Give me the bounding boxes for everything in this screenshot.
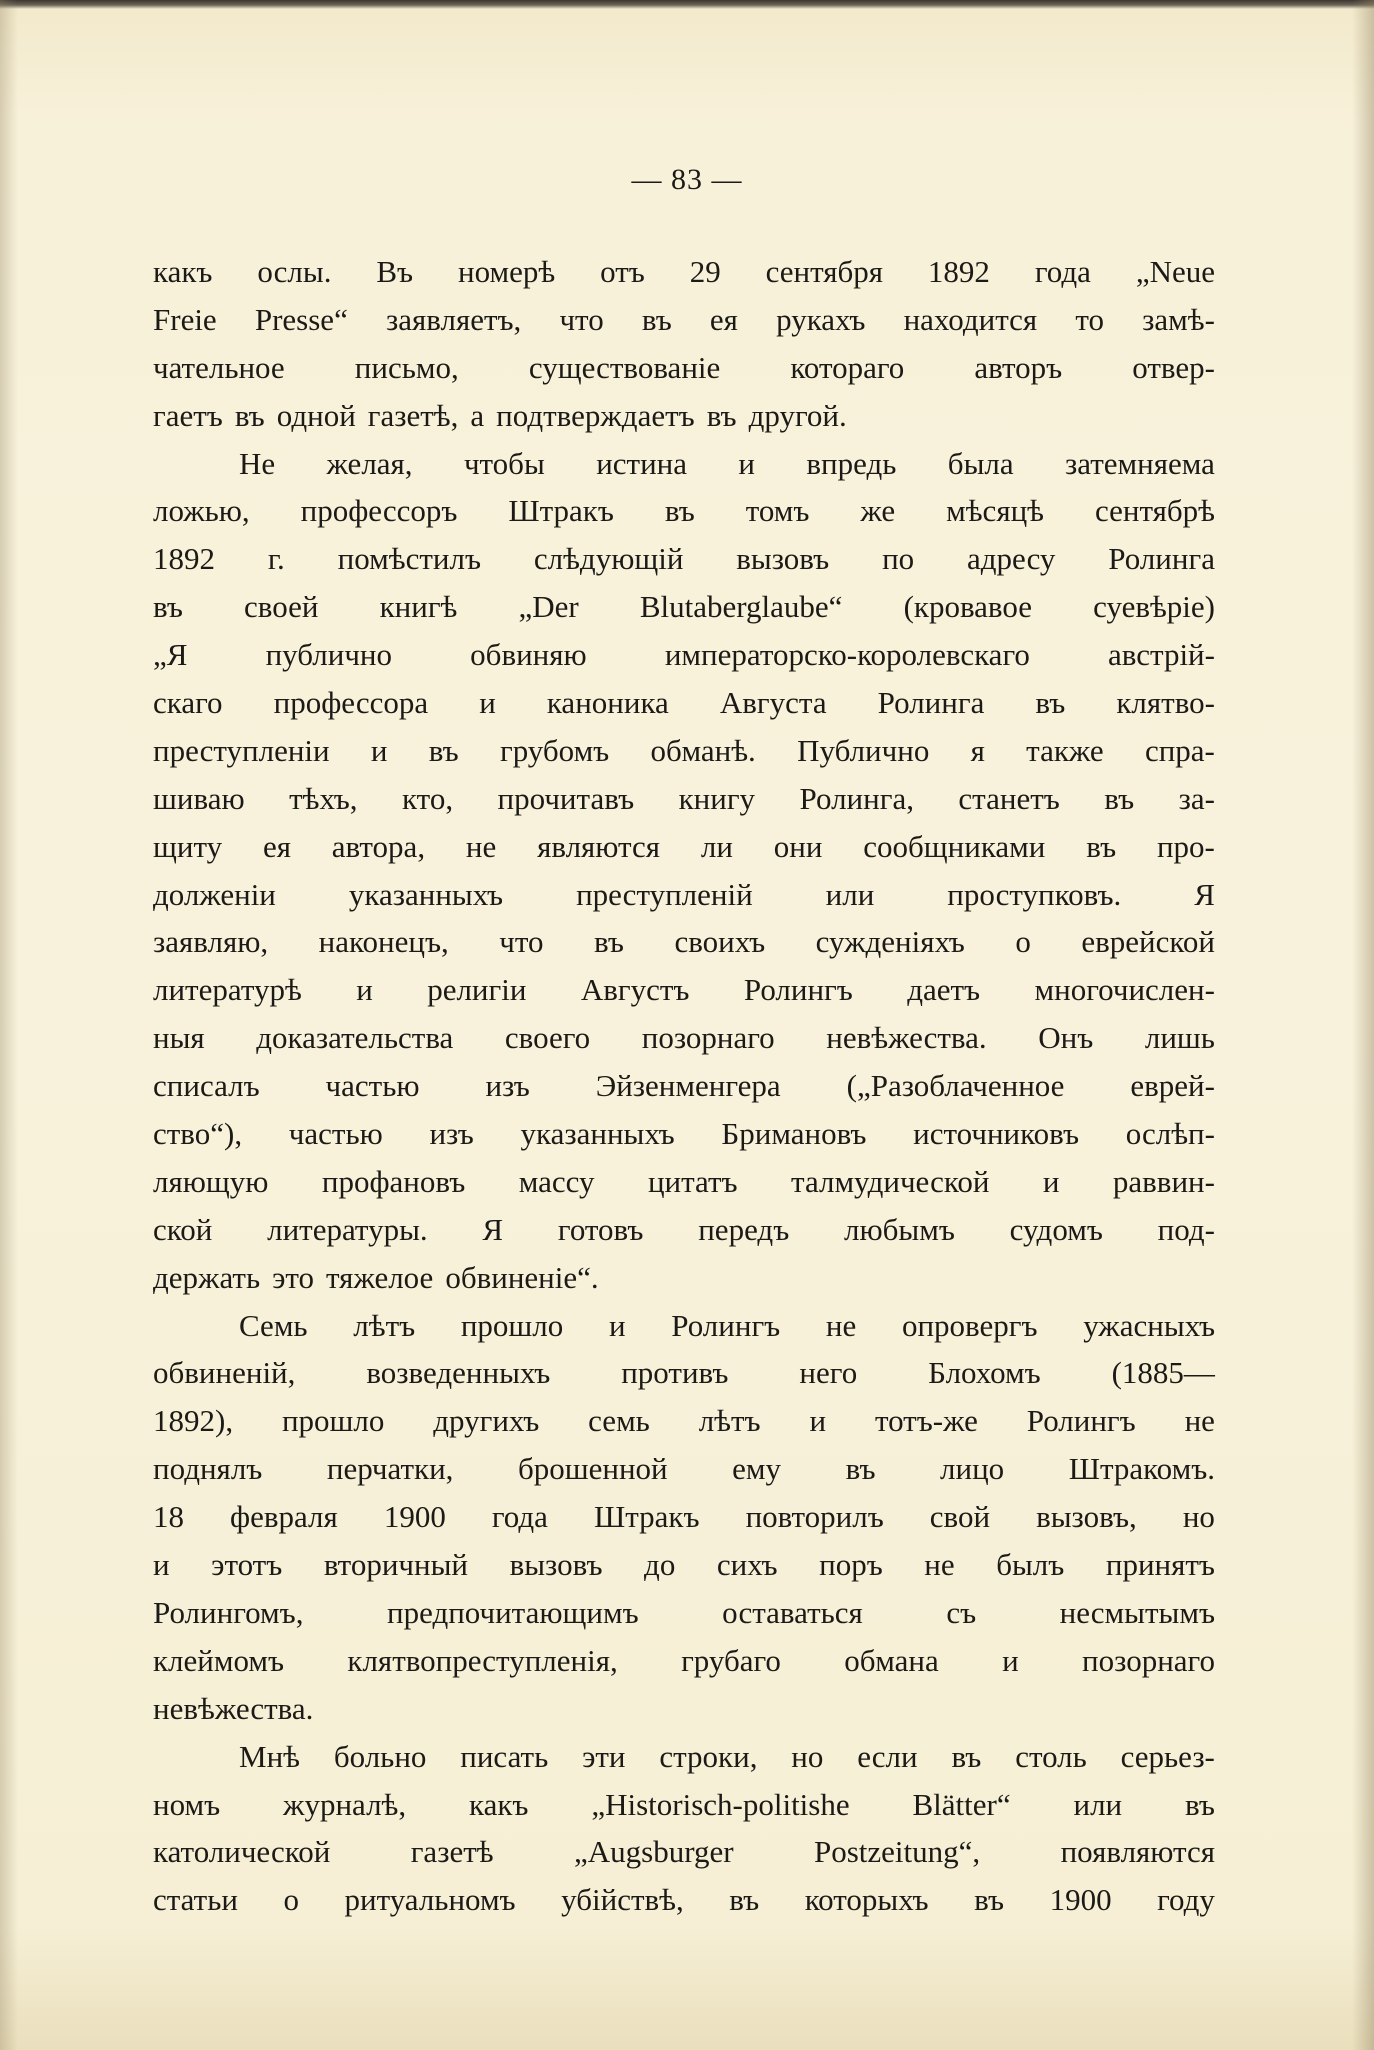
word: Августа <box>719 685 827 721</box>
word: въ <box>951 1738 982 1774</box>
word: Штракомъ. <box>1068 1451 1215 1487</box>
word: по <box>882 541 915 577</box>
word: „Neue <box>1135 254 1215 289</box>
word: книгу <box>678 780 756 816</box>
word: строки, <box>659 1738 758 1774</box>
word: сужденіяхъ <box>815 924 965 960</box>
word: года <box>491 1499 548 1535</box>
word: перчатки, <box>326 1451 454 1487</box>
word: больно <box>333 1738 427 1774</box>
word: но <box>1182 1499 1215 1535</box>
text-line <box>153 535 1215 583</box>
word: газетѣ, <box>367 397 459 433</box>
word: частью <box>288 1116 383 1152</box>
word: что <box>559 301 604 337</box>
word: Онъ <box>1038 1020 1094 1056</box>
word: и <box>1002 1642 1019 1678</box>
word: которыхъ <box>804 1882 929 1918</box>
word: ея <box>709 301 738 337</box>
text-line <box>153 1349 1215 1397</box>
text-line <box>153 583 1215 631</box>
text-line <box>153 1589 1215 1637</box>
word: адресу <box>967 541 1056 577</box>
word: вызовъ, <box>1036 1499 1137 1535</box>
word: свой <box>929 1499 991 1535</box>
word: Мнѣ <box>239 1738 300 1774</box>
word: въ <box>1035 685 1066 721</box>
word: преступленій <box>576 876 753 912</box>
word: обвиненіе“. <box>445 1259 599 1295</box>
word: Штракъ <box>508 493 614 529</box>
word: номерѣ <box>457 254 556 289</box>
word: статьи <box>153 1882 238 1918</box>
text-line <box>153 918 1215 966</box>
word: въ <box>729 1882 760 1918</box>
word: и <box>738 445 756 481</box>
word: и <box>809 1403 827 1439</box>
word: лицо <box>940 1451 1005 1487</box>
word: Ролингъ <box>743 972 853 1008</box>
word: проступковъ. <box>947 876 1122 912</box>
word: кто, <box>402 780 454 816</box>
word: убійствѣ, <box>561 1882 684 1918</box>
word: за- <box>1178 780 1215 816</box>
text-line <box>153 1685 1215 1733</box>
word: существованіе <box>528 349 721 385</box>
word: поднялъ <box>153 1451 263 1487</box>
word: году <box>1157 1882 1215 1918</box>
word: Ролинга, <box>799 780 914 816</box>
word: въ <box>1086 828 1117 864</box>
word: семь <box>588 1403 650 1439</box>
word: источниковъ <box>913 1116 1080 1152</box>
word: сентября <box>765 254 884 289</box>
text-line <box>153 344 1215 392</box>
word: ослѣп- <box>1125 1116 1215 1152</box>
page-right-shadow <box>1352 0 1374 2050</box>
word: какъ <box>469 1786 529 1822</box>
text-line <box>153 1781 1215 1829</box>
word: 1900 <box>1049 1882 1112 1918</box>
word: еврейской <box>1081 924 1215 960</box>
body-text <box>153 248 1215 1924</box>
word: Ролингомъ, <box>153 1594 304 1630</box>
word: столь <box>1015 1738 1087 1774</box>
word: прошло <box>460 1307 564 1343</box>
word: ослы. <box>257 254 332 289</box>
word: Въ <box>376 254 414 289</box>
word: прочитавъ <box>497 780 635 816</box>
word: же <box>860 493 896 529</box>
word: каноника <box>546 685 669 721</box>
word: „Я <box>153 637 188 673</box>
word: не <box>1184 1403 1215 1439</box>
word: о <box>1015 924 1031 960</box>
word: опровергъ <box>901 1307 1038 1343</box>
text-line <box>153 679 1215 727</box>
word: Blutaberglaube“ <box>639 589 843 625</box>
word: клеймомъ <box>153 1642 285 1678</box>
word: до <box>644 1547 676 1583</box>
word: въ <box>1185 1786 1215 1822</box>
word: также <box>1026 732 1104 768</box>
word: многочислен- <box>1034 972 1215 1008</box>
text-line <box>153 1158 1215 1206</box>
word: религіи <box>427 972 527 1008</box>
text-line <box>153 631 1215 679</box>
word: Бримановъ <box>721 1116 867 1152</box>
word: котораго <box>790 349 905 385</box>
word: клятво- <box>1116 685 1215 721</box>
word: передъ <box>698 1211 790 1247</box>
word: рукахъ <box>776 301 866 337</box>
word: предпочитающимъ <box>387 1594 639 1630</box>
word: любымъ <box>844 1211 955 1247</box>
paragraph-first-line <box>153 1302 1215 1350</box>
word: чательное <box>153 349 285 385</box>
text-line <box>153 1254 1215 1302</box>
word: это <box>272 1259 315 1295</box>
word: гаетъ <box>153 397 223 433</box>
word: 1892 <box>153 541 215 577</box>
word: автора, <box>331 828 426 864</box>
word: Эйзенменгера <box>595 1068 781 1104</box>
word: но <box>791 1738 824 1774</box>
word: тѣхъ, <box>289 780 358 816</box>
word: другихъ <box>433 1403 540 1439</box>
word: профессоръ <box>300 493 458 529</box>
word: обвиненій, <box>153 1355 296 1391</box>
word: Я <box>482 1211 504 1247</box>
word: раввин- <box>1112 1163 1215 1199</box>
word: Blätter“ <box>912 1786 1011 1822</box>
scan-top-edge <box>0 0 1374 9</box>
word: отвер- <box>1132 349 1215 385</box>
word: съ <box>946 1594 977 1630</box>
word: Семь <box>239 1307 308 1343</box>
word: долженіи <box>153 876 276 912</box>
word: или <box>1073 1786 1123 1822</box>
word: они <box>773 828 823 864</box>
word: ли <box>700 828 733 864</box>
word: ложью, <box>153 493 250 529</box>
word: впредь <box>806 445 897 481</box>
word: Postzeitung“, <box>813 1834 981 1870</box>
word: грубаго <box>681 1642 781 1678</box>
word: Freie <box>153 301 217 337</box>
word: писать <box>460 1738 549 1774</box>
word: то <box>1075 301 1104 337</box>
word: профановъ <box>321 1163 466 1199</box>
word: австрій- <box>1108 637 1215 673</box>
word: указанныхъ <box>520 1116 675 1152</box>
text-line <box>153 1493 1215 1541</box>
word: несмытымъ <box>1059 1594 1215 1630</box>
word: года <box>1034 254 1091 289</box>
text-line <box>153 1110 1215 1158</box>
text-line <box>153 248 1215 296</box>
word: изъ <box>485 1068 530 1104</box>
word: 1892), <box>153 1403 234 1439</box>
word: Ролингъ <box>1026 1403 1136 1439</box>
text-line <box>153 1828 1215 1876</box>
word: въ <box>706 397 737 433</box>
word: въ <box>845 1451 876 1487</box>
word: невѣжества. <box>153 1690 314 1726</box>
word: и <box>370 732 388 768</box>
word: изъ <box>429 1116 474 1152</box>
text-line <box>153 1876 1215 1924</box>
word: являются <box>537 828 661 864</box>
word: поръ <box>819 1547 883 1583</box>
word: даетъ <box>907 972 981 1008</box>
word: лѣтъ <box>353 1307 416 1343</box>
word: 1900 <box>383 1499 446 1535</box>
text-line <box>153 1206 1215 1254</box>
word: ской <box>153 1211 213 1247</box>
word: обмана <box>844 1642 939 1678</box>
word: судомъ <box>1009 1211 1103 1247</box>
word: замѣ- <box>1142 301 1215 337</box>
word: тяжелое <box>326 1259 434 1295</box>
word: щиту <box>153 828 223 864</box>
word: католической <box>153 1834 331 1870</box>
word: помѣстилъ <box>337 541 482 577</box>
word: „Der <box>518 589 579 625</box>
word: (1885— <box>1111 1355 1215 1391</box>
word: позорнаго <box>1082 1642 1215 1678</box>
text-line <box>153 775 1215 823</box>
text-line <box>153 392 1215 440</box>
word: подтверждаетъ <box>496 397 695 433</box>
word: публично <box>265 637 393 673</box>
word: газетѣ <box>410 1834 494 1870</box>
word: литературѣ <box>153 972 302 1008</box>
word: Блохомъ <box>928 1355 1041 1391</box>
word: одной <box>276 397 356 433</box>
word: не <box>825 1307 857 1343</box>
word: этотъ <box>211 1547 283 1583</box>
word: вторичный <box>323 1547 469 1583</box>
word: ляющую <box>153 1163 269 1199</box>
word: про- <box>1156 828 1215 864</box>
word: позорнаго <box>641 1020 775 1056</box>
word: вызовъ <box>509 1547 603 1583</box>
paragraph-first-line <box>153 440 1215 488</box>
word: лишь <box>1144 1020 1215 1056</box>
word: преступленіи <box>153 732 330 768</box>
word: указанныхъ <box>348 876 504 912</box>
text-line <box>153 1014 1215 1062</box>
text-line <box>153 1445 1215 1493</box>
word: массу <box>518 1163 595 1199</box>
word: 18 <box>153 1499 184 1535</box>
word: повторилъ <box>745 1499 884 1535</box>
word: Я <box>1194 876 1215 912</box>
word: суевѣріе) <box>1093 589 1215 625</box>
word: „Augsburger <box>574 1834 734 1870</box>
word: станетъ <box>958 780 1060 816</box>
word: что <box>499 924 544 960</box>
word: профессора <box>273 685 429 721</box>
word: письмо, <box>354 349 459 385</box>
word: принятъ <box>1105 1547 1215 1583</box>
word: под- <box>1157 1211 1215 1247</box>
word: прошло <box>281 1403 385 1439</box>
word: своего <box>504 1020 591 1056</box>
word: Ролингъ <box>671 1307 781 1343</box>
word: скаго <box>153 685 223 721</box>
word: списалъ <box>153 1068 260 1104</box>
word: своихъ <box>674 924 766 960</box>
word: вызовъ <box>736 541 830 577</box>
word: обманѣ. <box>650 732 756 768</box>
word: оставаться <box>722 1594 863 1630</box>
word: обвиняю <box>470 637 587 673</box>
word: невѣжества. <box>826 1020 987 1056</box>
text-line <box>153 823 1215 871</box>
word: отъ <box>600 254 645 289</box>
word: брошенной <box>517 1451 668 1487</box>
word: Штракъ <box>593 1499 700 1535</box>
word: не <box>924 1547 955 1583</box>
word: цитатъ <box>647 1163 738 1199</box>
word: тотъ-же <box>874 1403 978 1439</box>
word: слѣдующій <box>533 541 684 577</box>
word: (кровавое <box>903 589 1032 625</box>
word: въ <box>153 589 183 625</box>
word: и <box>608 1307 626 1343</box>
word: грубомъ <box>499 732 610 768</box>
word: ему <box>732 1451 782 1487</box>
word: а <box>470 397 485 433</box>
word: и <box>356 972 373 1008</box>
word: 29 <box>689 254 721 289</box>
word: номъ <box>153 1786 221 1822</box>
word: затемняема <box>1065 445 1215 481</box>
word: и <box>479 685 496 721</box>
word: томъ <box>745 493 810 529</box>
word: въ <box>664 493 695 529</box>
word: эти <box>582 1738 626 1774</box>
word: февраля <box>230 1499 338 1535</box>
word: сообщниками <box>863 828 1046 864</box>
word: еврей- <box>1130 1068 1215 1104</box>
word: Не <box>239 445 276 481</box>
word: появляются <box>1060 1834 1215 1870</box>
word: Ролинга <box>1108 541 1215 577</box>
word: частью <box>325 1068 420 1104</box>
word: истина <box>596 445 688 481</box>
word: наконецъ, <box>318 924 449 960</box>
page-number: — 83 — <box>631 163 743 196</box>
word: Presse“ <box>254 301 348 337</box>
word: въ <box>1104 780 1135 816</box>
word: не <box>465 828 497 864</box>
word: „Historisch-politishe <box>591 1786 850 1822</box>
word: журналѣ, <box>283 1786 407 1822</box>
word: и <box>1042 1163 1060 1199</box>
word: ея <box>262 828 291 864</box>
word: какъ <box>153 254 213 289</box>
text-line <box>153 1637 1215 1685</box>
word: ныя <box>153 1020 205 1056</box>
word: ство“), <box>153 1116 243 1152</box>
word: въ <box>428 732 459 768</box>
text-line <box>153 1062 1215 1110</box>
word: другой. <box>748 397 847 433</box>
word: чтобы <box>463 445 545 481</box>
text-line <box>153 966 1215 1014</box>
text-line <box>153 871 1215 919</box>
word: императорско-королевскаго <box>664 637 1030 673</box>
word: если <box>857 1738 918 1774</box>
word: авторъ <box>974 349 1063 385</box>
word: желая, <box>326 445 413 481</box>
word: доказательства <box>256 1020 454 1056</box>
text-line <box>153 1397 1215 1445</box>
word: въ <box>641 301 672 337</box>
word: въ <box>234 397 265 433</box>
word: противъ <box>621 1355 729 1391</box>
word: 1892 <box>927 254 990 289</box>
word: ритуальномъ <box>344 1882 516 1918</box>
word: въ <box>974 1882 1005 1918</box>
page-left-shadow <box>0 0 18 2050</box>
text-line <box>153 1541 1215 1589</box>
word: серьез- <box>1120 1738 1215 1774</box>
word: ужасныхъ <box>1083 1307 1215 1343</box>
text-line <box>153 727 1215 775</box>
paragraph-first-line <box>153 1733 1215 1781</box>
word: мѣсяцѣ <box>946 493 1044 529</box>
word: („Разоблаченное <box>846 1068 1065 1104</box>
word: готовъ <box>557 1211 644 1247</box>
word: Ролинга <box>877 685 985 721</box>
word: въ <box>594 924 624 960</box>
word: о <box>283 1882 299 1918</box>
text-line <box>153 296 1215 344</box>
word: возведенныхъ <box>366 1355 551 1391</box>
word: была <box>947 445 1014 481</box>
word: спра- <box>1144 732 1215 768</box>
word: клятвопреступленія, <box>347 1642 618 1678</box>
word: литературы. <box>267 1211 428 1247</box>
word: сихъ <box>716 1547 778 1583</box>
word: находится <box>903 301 1038 337</box>
word: талмудической <box>791 1163 990 1199</box>
word: него <box>799 1355 858 1391</box>
word: Августъ <box>580 972 690 1008</box>
word: сентябрѣ <box>1094 493 1215 529</box>
word: былъ <box>996 1547 1065 1583</box>
word: книгѣ <box>379 589 458 625</box>
word: или <box>825 876 875 912</box>
word: г. <box>267 541 285 577</box>
word: держать <box>153 1259 261 1295</box>
word: Публично <box>797 732 930 768</box>
word: я <box>970 732 985 768</box>
word: своей <box>244 589 319 625</box>
text-line <box>153 487 1215 535</box>
word: и <box>153 1547 170 1583</box>
word: шиваю <box>153 780 245 816</box>
word: заявляю, <box>153 924 269 960</box>
word: заявляетъ, <box>386 301 522 337</box>
word: лѣтъ <box>698 1403 761 1439</box>
